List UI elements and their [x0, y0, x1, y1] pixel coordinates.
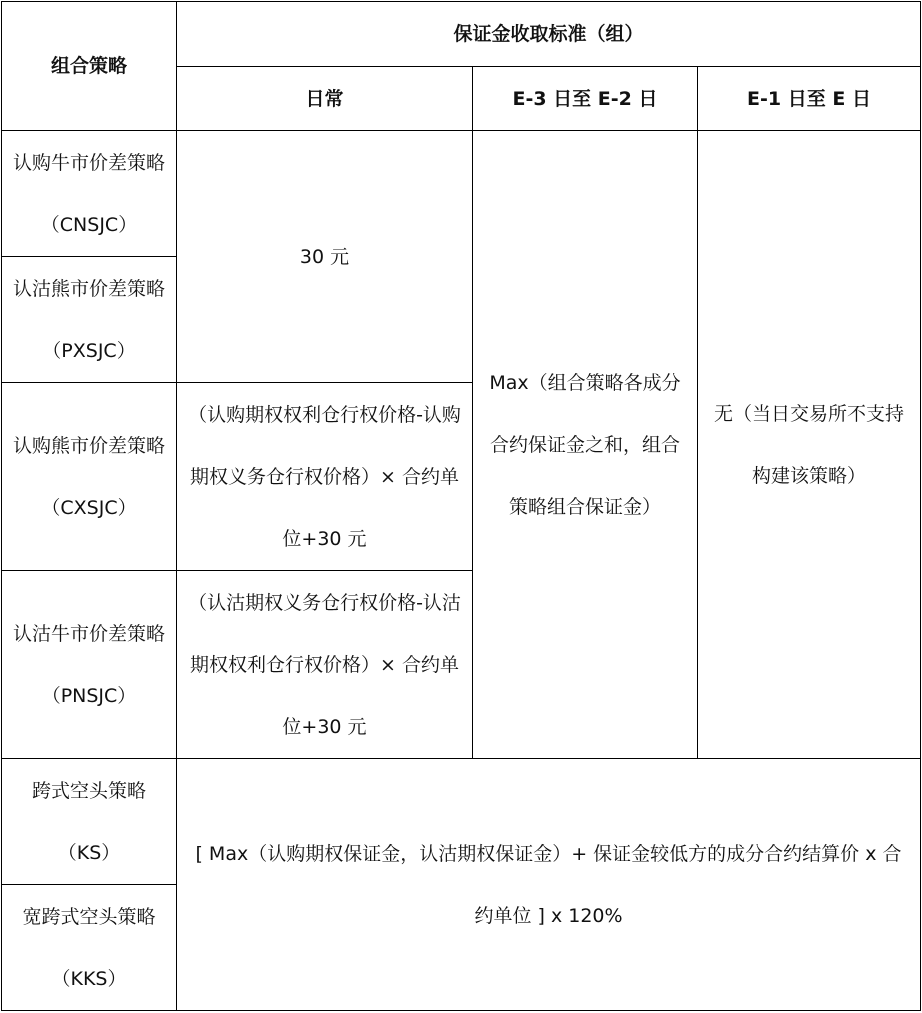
row-cnsjc: 认购牛市价差策略（CNSJC） [2, 131, 177, 257]
normal-cxsjc-value: （认购期权权利仓行权价格-认购期权义务仓行权价格）× 合约单位+30 元 [177, 383, 473, 571]
strategy-header: 组合策略 [2, 2, 177, 131]
straddle-margin-value: [ Max（认购期权保证金，认沽期权保证金）+ 保证金较低方的成分合约结算价 x 合约单位 ] x 120% [177, 759, 921, 1011]
col-e1-e-header: E-1 日至 E 日 [698, 67, 921, 131]
row-ks: 跨式空头策略（KS） [2, 759, 177, 885]
row-kks: 宽跨式空头策略（KKS） [2, 885, 177, 1011]
row-pnsjc: 认沽牛市价差策略（PNSJC） [2, 571, 177, 759]
e3-e2-spread-value: Max（组合策略各成分合约保证金之和，组合策略组合保证金） [473, 131, 698, 759]
normal-pnsjc-value: （认沽期权义务仓行权价格-认沽期权权利仓行权价格）× 合约单位+30 元 [177, 571, 473, 759]
row-pxsjc: 认沽熊市价差策略（PXSJC） [2, 257, 177, 383]
margin-header: 保证金收取标准（组） [177, 2, 921, 67]
row-cxsjc: 认购熊市价差策略（CXSJC） [2, 383, 177, 571]
col-normal-header: 日常 [177, 67, 473, 131]
col-e3-e2-header: E-3 日至 E-2 日 [473, 67, 698, 131]
normal-bull-bear-spread-value: 30 元 [177, 131, 473, 383]
e1-e-spread-value: 无（当日交易所不支持构建该策略） [698, 131, 921, 759]
margin-standard-table [1, 1, 921, 1011]
